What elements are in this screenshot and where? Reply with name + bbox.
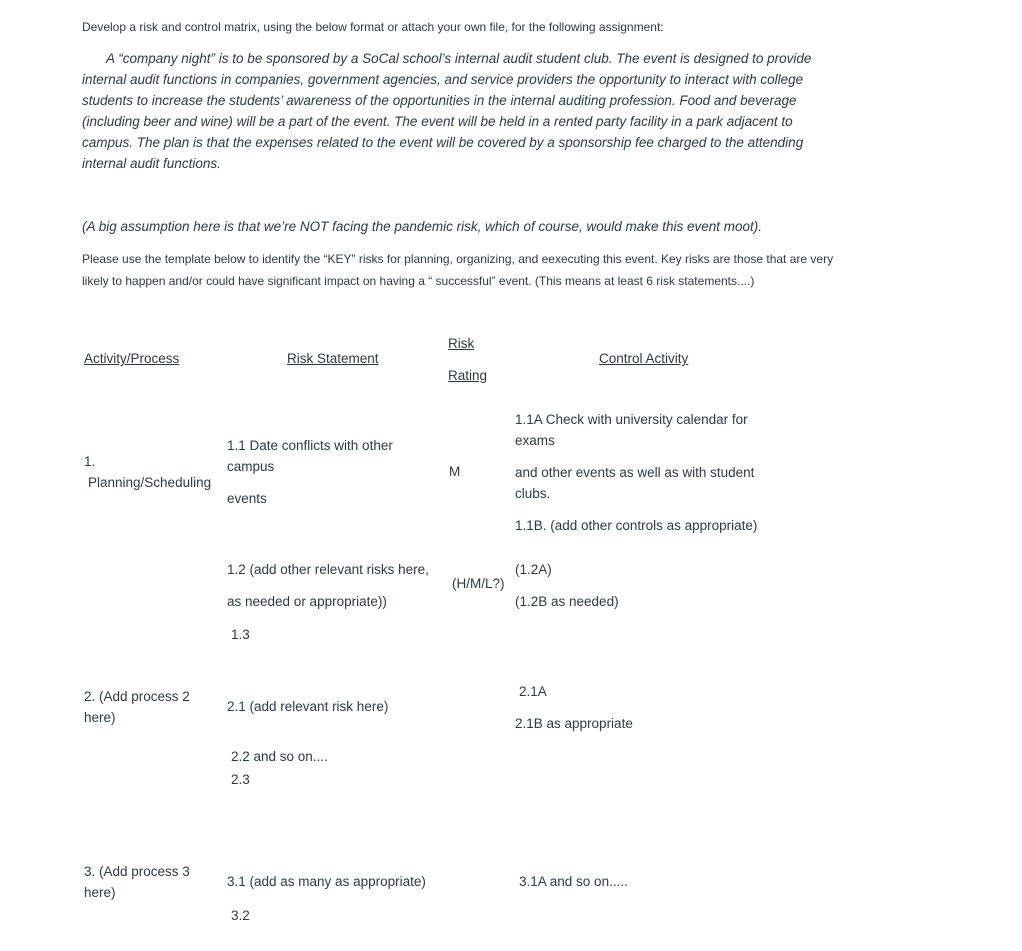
row1-control-1-line2: exams [515,433,555,448]
row1-activity-number: 1. [84,454,96,469]
row2-risk-1: 2.1 (add relevant risk here) [227,699,389,714]
header-activity: Activity/Process [84,351,180,366]
row1-control-3: (1.2A) [515,562,552,577]
header-control-activity: Control Activity [599,351,689,366]
assumption-text: (A big assumption here is that we’re NOT facing the pandemic risk, which of course, would make this event moot). [82,219,763,234]
row1-risk-1-line2: campus [227,459,275,474]
row1-risk-3: 1.3 [231,627,250,642]
header-risk-statement: Risk Statement [287,351,379,366]
row1-control-1-line3: and other events as well as with student [515,465,755,480]
scenario-line: campus. The plan is that the expenses related to the event will be covered by a sponsorship fee charged to the attending [82,135,804,150]
row3-risk-1: 3.1 (add as many as appropriate) [227,874,426,889]
row3-control-1: 3.1A and so on..... [519,874,628,889]
scenario-line: students to increase the students’ awareness of the opportunities in the internal auditing profession. Food and beverage [82,93,797,108]
row2-control-2: 2.1B as appropriate [515,716,633,731]
row2-control-1: 2.1A [519,684,547,699]
row3-activity-line2: here) [84,885,116,900]
scenario-line: internal audit functions in companies, government agencies, and service providers the opportunity to interact with college [82,72,804,87]
row2-activity-line2: here) [84,710,116,725]
scenario-line: A “company night” is to be sponsored by a SoCal school’s internal audit student club. The event is designed to provide [106,51,812,66]
row1-control-4: (1.2B as needed) [515,594,619,609]
scenario-line: internal audit functions. [82,156,221,171]
row3-activity-line1: 3. (Add process 3 [84,864,190,879]
row1-risk-2-line1: 1.2 (add other relevant risks here, [227,562,429,577]
row1-risk-2-line2: as needed or appropriate)) [227,594,387,609]
row1-activity-name: Planning/Scheduling [88,475,212,490]
row3-risk-2: 3.2 [231,908,250,923]
intro-text: Develop a risk and control matrix, using the below format or attach your own file, for the following assignment: [82,20,664,34]
header-risk-rating-line2: Rating [448,368,488,383]
instructions-line-2: likely to happen and/or could have significant impact on having a “ successful” event. (This means at least 6 risk statements....) [82,274,755,288]
header-risk-rating-line1: Risk [448,336,475,351]
row1-risk-1-line3: events [227,491,267,506]
row1-risk-1-line1: 1.1 Date conflicts with other [227,438,393,453]
row1-control-1-line1: 1.1A Check with university calendar for [515,412,748,427]
row2-activity-line1: 2. (Add process 2 [84,689,190,704]
row1-rating: M [449,464,461,479]
scenario-line: (including beer and wine) will be a part of the event. The event will be held in a rented party facility in a park adjacent to [82,114,793,129]
row1-control-2: 1.1B. (add other controls as appropriate) [515,518,758,533]
row2-risk-2: 2.2 and so on.... [231,749,328,764]
row1-rating-2: (H/M/L?) [452,576,505,591]
row1-control-1-line4: clubs. [515,486,551,501]
scenario-paragraph [82,48,812,174]
instructions-line-1: Please use the template below to identify the “KEY” risks for planning, organizing, and eexecuting this event. Key risks are those that are very [82,252,834,266]
row2-risk-3: 2.3 [231,772,250,787]
